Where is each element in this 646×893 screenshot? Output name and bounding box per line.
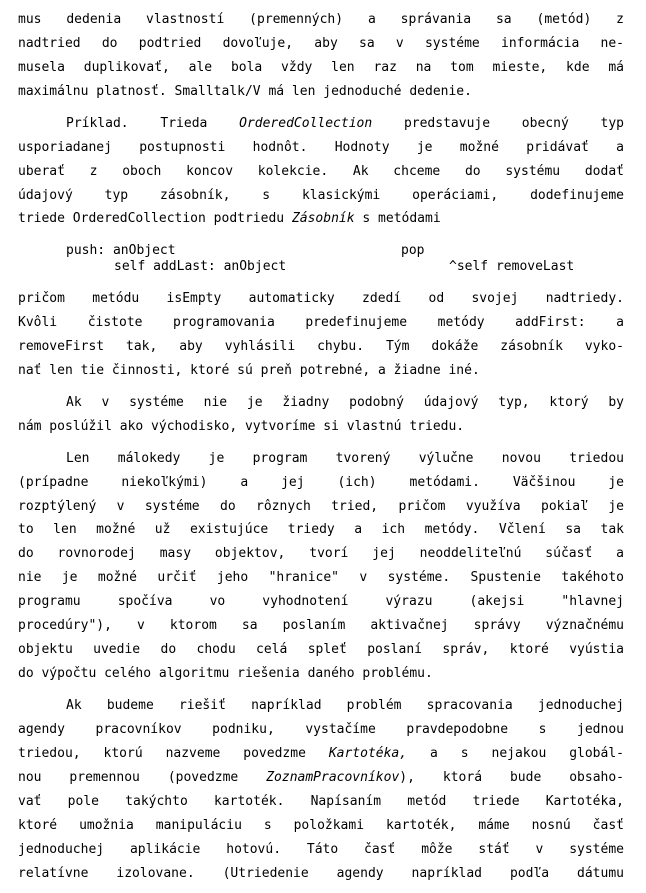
- code-pop-selector: pop: [401, 243, 425, 258]
- text-line: nie je možné určiť jeho "hranice" v systéme. Spustenie takéhoto: [18, 570, 624, 585]
- class-name-italic: Zásobník: [291, 211, 355, 226]
- text-line: Kvôli čistote programovania predefinujeme metódy addFirst: a: [18, 315, 624, 330]
- text-line: nám poslúžil ako východisko, vytvoríme si vlastnú triedu.: [18, 419, 465, 434]
- text-run: triedou, ktorú nazveme povedzme: [18, 746, 306, 761]
- text-line: musela duplikovať, ale bola vždy len raz na tom mieste, kde má: [18, 60, 624, 75]
- code-push-selector: push: anObject: [66, 243, 176, 258]
- class-name-italic: OrderedCollection: [239, 116, 373, 131]
- text-run: Trieda: [160, 116, 208, 131]
- text-line: removeFirst tak, aby vyhlásili chybu. Tým dokáže zásobník vyko-: [18, 339, 624, 354]
- text-line: Len málokedy je program tvorený výlučne novou triedou: [66, 451, 624, 466]
- text-line: do rovnorodej masy objektov, tvorí jej neoddeliteľnú súčasť a: [18, 546, 624, 561]
- text-line: programu spočíva vo vyhodnotení výrazu (akejsi "hlavnej: [18, 594, 624, 609]
- text-line: [18, 211, 624, 227]
- text-line: maximálnu platnosť. Smalltalk/V má len jednoduché dedenie.: [18, 84, 472, 99]
- text-run: predstavuje obecný typ: [403, 116, 625, 131]
- text-line: do výpočtu celého algoritmu riešenia daného problému.: [18, 666, 433, 681]
- text-run: ), ktorá bude obsaho-: [399, 770, 625, 785]
- text-line: pričom metódu isEmpty automaticky zdedí od svojej nadtriedy.: [18, 291, 624, 306]
- text-line: to len možné už existujúce triedy a ich metódy. Včlení sa tak: [18, 522, 624, 537]
- text-line: usporiadanej postupnosti hodnôt. Hodnoty je možné pridávať a: [18, 140, 624, 155]
- text-line: vať pole takýchto kartoték. Napísaním metód triede Kartotéka,: [18, 794, 624, 809]
- text-line: objektu uvedie do chodu celá spleť poslaní správ, ktoré vyústia: [18, 642, 624, 657]
- text-line: [18, 746, 624, 762]
- text-line: Ak v systéme nie je žiadny podobný údajový typ, ktorý by: [66, 395, 624, 410]
- text-line: mus dedenia vlastností (premenných) a správania sa (metód) z: [18, 12, 624, 27]
- text-line: (prípadne niekoľkými) a jej (ich) metódami. Väčšinou je: [18, 475, 624, 490]
- text-line: uberať z oboch koncov kolekcie. Ak chceme do systému dodať: [18, 164, 624, 179]
- text-line: Ak budeme riešiť napríklad problém spracovania jednoduchej: [66, 698, 624, 713]
- code-pop-body: ^self removeLast: [449, 259, 575, 274]
- text-line: relatívne izolovane. (Utriedenie agendy napríklad podľa dátumu: [18, 866, 624, 881]
- text-run: nou premennou (povedzme: [18, 770, 239, 785]
- code-push-body: self addLast: anObject: [114, 259, 287, 274]
- text-line: ktoré umožnia manipuláciu s položkami kartoték, máme nosnú časť: [18, 818, 624, 833]
- text-run: s metódami: [362, 211, 441, 226]
- text-run: a s nejakou globál-: [430, 746, 624, 761]
- variable-name-italic: ZoznamPracovníkov: [266, 770, 400, 785]
- class-name-italic: Kartotéka,: [328, 746, 408, 761]
- text-line: [18, 770, 624, 786]
- text-line: procedúry"), v ktorom sa poslaním aktivačnej správy význačnému: [18, 618, 624, 633]
- text-line: údajový typ zásobník, s klasickými operáciami, dodefinujeme: [18, 188, 624, 203]
- text-run: triede OrderedCollection podtriedu: [18, 211, 285, 226]
- text-line: nadtried do podtried dovoľuje, aby sa v systéme informácia ne-: [18, 36, 624, 51]
- text-line: agendy pracovníkov podniku, vystačíme pravdepodobne s jednou: [18, 722, 624, 737]
- text-line: [66, 116, 624, 132]
- text-line: jednoduchej aplikácie hotovú. Táto časť môže stáť v systéme: [18, 842, 624, 857]
- example-label: Príklad.: [66, 116, 129, 131]
- text-line: nať len tie činnosti, ktoré sú preň potrebné, a žiadne iné.: [18, 363, 480, 378]
- text-line: rozptýlený v systéme do rôznych tried, pričom využíva pokiaľ je: [18, 499, 624, 514]
